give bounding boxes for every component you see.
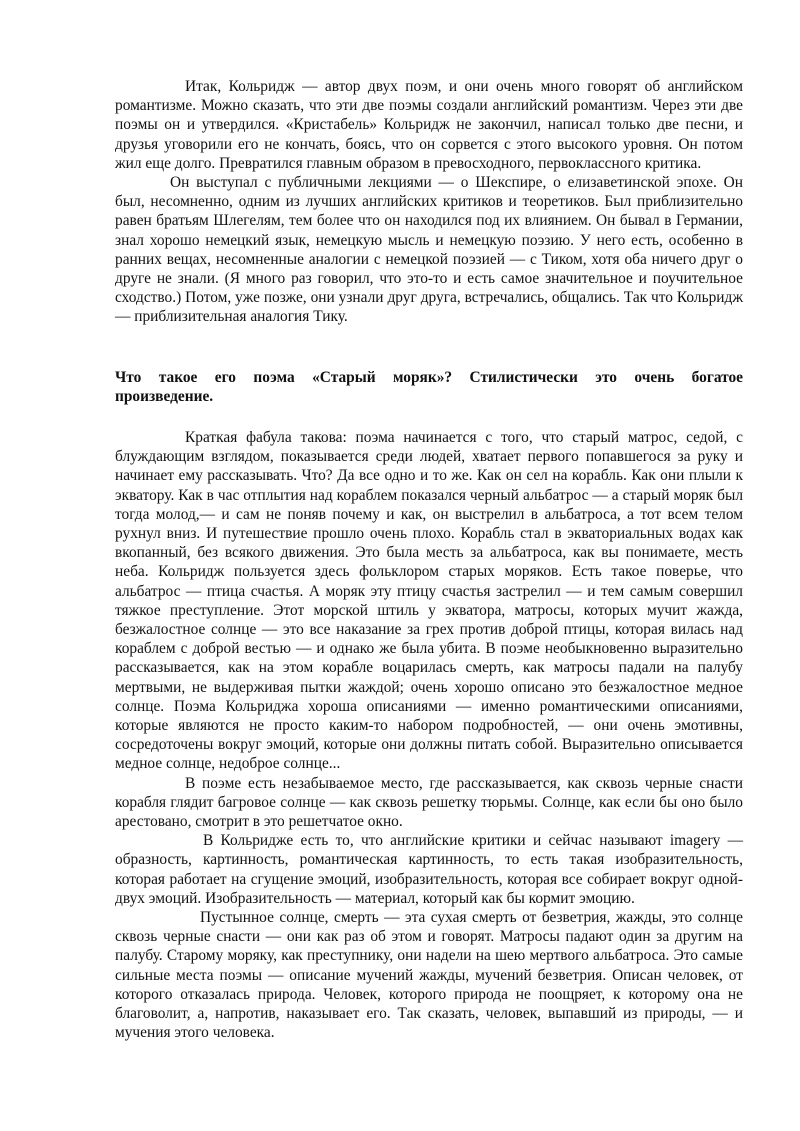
paragraph-unforgettable-place: В поэме есть незабываемое место, где рассказывается, как сквозь черные снасти корабля глядит багровое солнце — как сквозь решетку тюрьмы. Солнце, как если бы оно было арестовано, смотрит в это решетчатое окно. — [115, 774, 743, 831]
paragraph-desert-sun: Пустынное солнце, смерть — эта сухая смерть от безветрия, жажды, это солнце сквозь черные снасти — они как раз об этом и говорят. Матросы падают один за другим на палубу. Старому моряку, как преступнику, они надели на шею мертвого альбатроса. Это самые сильные места поэмы — описание мучений жажды, мучений безветрия. Описан человек, от которого отказалась природа. Человек, которого природа не поощряет, к которому она не благоволит, а, напротив, наказывает его. Так сказать, человек, выпавший из природы, — и мучения этого человека. — [115, 909, 743, 1042]
paragraph-coleridge-two-poems: Итак, Кольридж — автор двух поэм, и они очень много говорят об английском романтизме. Можно сказать, что эти две поэмы создали английский романтизм. Через эти две поэмы он и утвердился. «Кристабель» Кольридж не закончил, написал только две песни, и друзья уговорили его не кончать, боясь, что он сорвется с этого высокого уровня. Он потом жил еще долго. Превратился главным образом в превосходного, первоклассного критика. — [115, 78, 743, 172]
paragraph-plot-summary: Краткая фабула такова: поэма начинается с того, что старый матрос, седой, с блуждающим взглядом, показывается среди людей, хватает первого попавшегося за руку и начинает ему рассказывать. Что? Да все одно и то же. Как он сел на корабль. Как они плыли к экватору. Как в час отплытия над кораблем показался черный альбатрос — а старый моряк был тогда молод,— и сам не поняв почему и как, он выстрелил в альбатроса, а тот всем телом рухнул вниз. И путешествие прошло очень плохо. Корабль стал в экваториальных водах как вкопанный, без всякого движения. Это была месть за альбатроса, как вы понимаете, месть неба. Кольридж пользуется здесь фольклором старых моряков. Есть такое поверье, что альбатрос — птица счастья. А моряк эту птицу счастья застрелил — и тем самым совершил тяжкое преступление. Этот морской штиль у экватора, матросы, которых мучит жажда, безжалостное солнце — это все наказание за грех против доброй птицы, которая вилась над кораблем с доброй вестью — и однако же была убита. В поэме необыкновенно выразительно рассказывается, как на этом корабле воцарилась смерть, как матросы падали на палубу мертвыми, не выдерживая пытки жаждой; очень хорошо описано это безжалостное медное солнце. Поэма Кольриджа хороша описаниями — именно романтическими описаниями, которые являются не просто каким-то набором подробностей, — они очень эмотивны, сосредоточены вокруг эмоций, которые они должны питать собой. Выразительно описывается медное солнце, недоброе солнце... — [115, 429, 743, 773]
section-heading-question: Что такое его поэма «Старый моряк»? Стилистически это очень богатое произведение. — [115, 369, 743, 406]
paragraph-imagery: В Кольридже есть то, что английские критики и сейчас называют imagery — образность, картинность, романтическая картинность, то есть такая изобразительность, которая работает на сгущение эмоций, изобразительность, которая все собирает вокруг одной-двух эмоций. Изобразительность — материал, который как бы кормит эмоцию. — [115, 832, 743, 907]
text-section-top — [115, 77, 743, 327]
text-section-bottom — [115, 428, 743, 1043]
paragraph-public-lectures: Он выступал с публичными лекциями — о Шекспире, о елизаветинской эпохе. Он был, несомненно, одним из лучших английских критиков и теоретиков. Был приблизительно равен братьям Шлегелям, тем более что он находился под их влиянием. Он бывал в Германии, знал хорошо немецкий язык, немецкую мысль и немецкую поэзию. У него есть, особенно в ранних вещах, несомненные аналогии с немецкой поэзией — с Тиком, хотя оба ничего друг о друге не знали. (Я много раз говорил, что это-то и есть самое значительное и поучительное сходство.) Потом, уже позже, они узнали друг друга, встречались, общались. Так что Кольридж — приблизительная аналогия Тику. — [115, 174, 743, 326]
